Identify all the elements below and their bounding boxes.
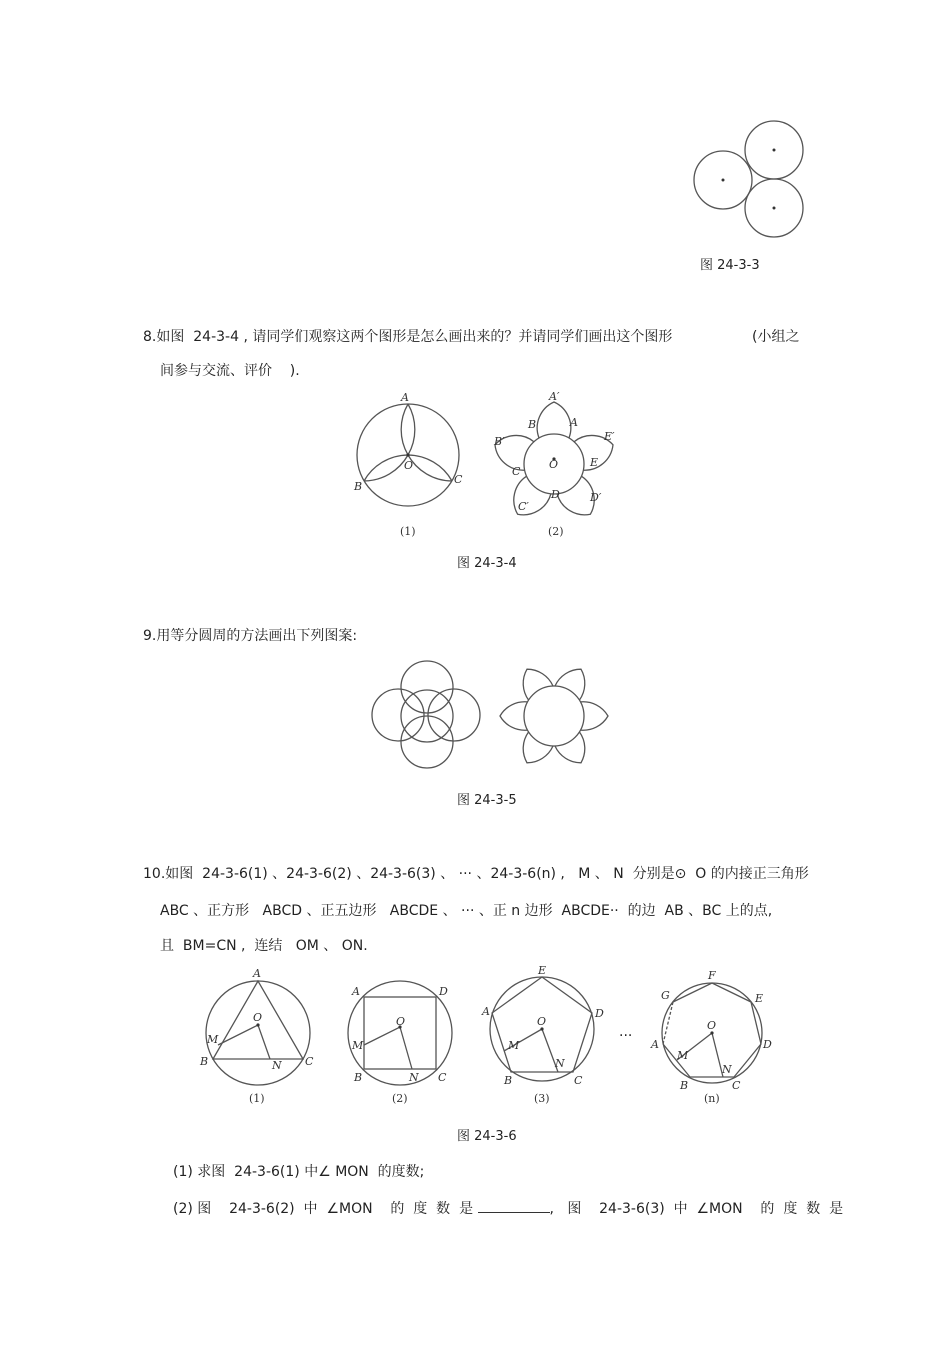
fig4-1-label-a: A	[401, 391, 409, 404]
fig6-2-label-b: B	[354, 1071, 363, 1084]
fig4-1-sublabel: (1)	[400, 525, 416, 538]
fig4-2-label-e: E	[590, 456, 599, 469]
fig4-2-label-d-prime: D′	[590, 491, 602, 504]
fig6-2-label-c: C	[438, 1071, 447, 1084]
fig4-1-label-o: O	[404, 459, 414, 472]
figure-24-3-5-flower	[498, 658, 618, 770]
fig6-n-label-o: O	[707, 1019, 717, 1032]
fig4-1-label-b: B	[354, 480, 363, 493]
fig6-1-label-o: O	[253, 1011, 263, 1024]
fig6-1-sublabel: (1)	[249, 1092, 265, 1105]
petals6-petal	[555, 669, 585, 700]
q8-line-1: 8.如图 24-3-4 , 请同学们观察这两个图形是怎么画出来的？并请同学们画出这个图形	[143, 329, 673, 345]
fig6-3-label-d: D	[595, 1007, 604, 1020]
figure-24-3-3	[690, 118, 810, 243]
figure-24-3-4-caption: 图 24-3-4	[457, 556, 517, 571]
fig6-n-label-n: N	[722, 1063, 732, 1076]
petals6-petal	[523, 669, 553, 700]
figure-24-3-5-caption: 图 24-3-5	[457, 793, 517, 808]
figure-24-3-5-circles	[368, 658, 508, 770]
fig4-2-label-b: B	[528, 418, 537, 431]
fig6-2-label-o: O	[396, 1015, 406, 1028]
petals6-petal	[523, 732, 553, 763]
fig4-2-label-c: C	[512, 465, 521, 478]
fig4-2-label-a: A	[570, 416, 578, 429]
figure-24-3-6-caption: 图 24-3-6	[457, 1129, 517, 1144]
q10-line-1: 10.如图 24-3-6(1) 、24-3-6(2) 、24-3-6(3) 、 ··· 、24-3-6(n) , M 、 N 分别是⊙ O 的内接正三角形	[143, 866, 809, 882]
q10-part-2	[173, 1200, 843, 1218]
fig6-3-label-o: O	[537, 1015, 547, 1028]
figure-24-3-6-1	[195, 965, 325, 1110]
fig6-n-label-b: B	[680, 1079, 689, 1092]
fig6-3-label-m: M	[508, 1039, 520, 1052]
figure-24-3-6-2	[340, 965, 465, 1110]
fig6-3-label-e: E	[538, 964, 547, 977]
fig6-2-label-d: D	[439, 985, 448, 998]
fig6-n-label-m: M	[677, 1049, 689, 1062]
fig6-3-label-c: C	[574, 1074, 583, 1087]
fig6-3-label-a: A	[482, 1005, 490, 1018]
petals-petal	[537, 402, 571, 438]
fig4-2-sublabel: (2)	[548, 525, 564, 538]
fig4-2-label-b-prime: B′	[494, 435, 505, 448]
q10-part-2-text-a: (2) 图 24-3-6(2) 中 ∠MON 的 度 数 是	[173, 1201, 474, 1217]
fig6-2-label-a: A	[352, 985, 360, 998]
fig6-n-sublabel: (n)	[704, 1092, 720, 1105]
fig4-2-label-c-prime: C′	[518, 500, 529, 513]
fig6-1-label-m: M	[207, 1033, 219, 1046]
q10-line-3: 且 BM=CN , 连结 OM 、 ON.	[160, 938, 368, 954]
fig6-3-label-b: B	[504, 1074, 513, 1087]
fig6-2-sublabel: (2)	[392, 1092, 408, 1105]
fig6-2-label-m: M	[352, 1039, 364, 1052]
q10-part-1: (1) 求图 24-3-6(1) 中∠ MON 的度数;	[173, 1164, 425, 1180]
fig6-1-label-a: A	[253, 967, 261, 980]
figure-24-3-4-1	[350, 388, 480, 543]
figure-24-3-4-2	[490, 388, 620, 543]
petals6-petal	[555, 732, 585, 763]
petals-petal	[557, 476, 594, 515]
figure-24-3-3-caption: 图 24-3-3	[700, 258, 760, 273]
fig6-3-sublabel: (3)	[534, 1092, 550, 1105]
figure-ellipsis: ···	[619, 1028, 633, 1044]
fig6-n-label-a: A	[651, 1038, 659, 1051]
fig4-1-label-c: C	[454, 473, 463, 486]
fig6-n-label-d: D	[763, 1038, 772, 1051]
fig6-1-label-n: N	[272, 1059, 282, 1072]
fig4-2-label-e-prime: E′	[604, 430, 615, 443]
fig6-3-label-n: N	[555, 1057, 565, 1070]
figure-24-3-6-3	[478, 965, 608, 1110]
fig6-n-label-e: E	[755, 992, 764, 1005]
figure-24-3-6-n	[650, 965, 780, 1110]
fig4-2-label-d: D	[551, 488, 560, 501]
answer-blank[interactable]	[478, 1200, 550, 1213]
fig6-1-label-c: C	[305, 1055, 314, 1068]
q8-line-2: 间参与交流、评价 ).	[160, 363, 300, 379]
fig6-n-label-g: G	[661, 989, 670, 1002]
q9-line-1: 9.用等分圆周的方法画出下列图案:	[143, 628, 358, 644]
fig4-2-label-o: O	[549, 458, 559, 471]
q8-line-1-tail: (小组之	[752, 329, 800, 345]
fig4-2-label-a-prime: A′	[549, 390, 560, 403]
fig6-2-label-n: N	[409, 1071, 419, 1084]
q10-line-2: ABC 、正方形 ABCD 、正五边形 ABCDE 、 ··· 、正 n 边形 ABCDE·· 的边 AB 、BC 上的点,	[160, 903, 773, 919]
fig6-1-label-b: B	[200, 1055, 209, 1068]
fig6-n-label-f: F	[708, 969, 716, 982]
q10-part-2-text-b: , 图 24-3-6(3) 中 ∠MON 的 度 数 是	[549, 1201, 844, 1217]
fig6-n-label-c: C	[732, 1079, 741, 1092]
